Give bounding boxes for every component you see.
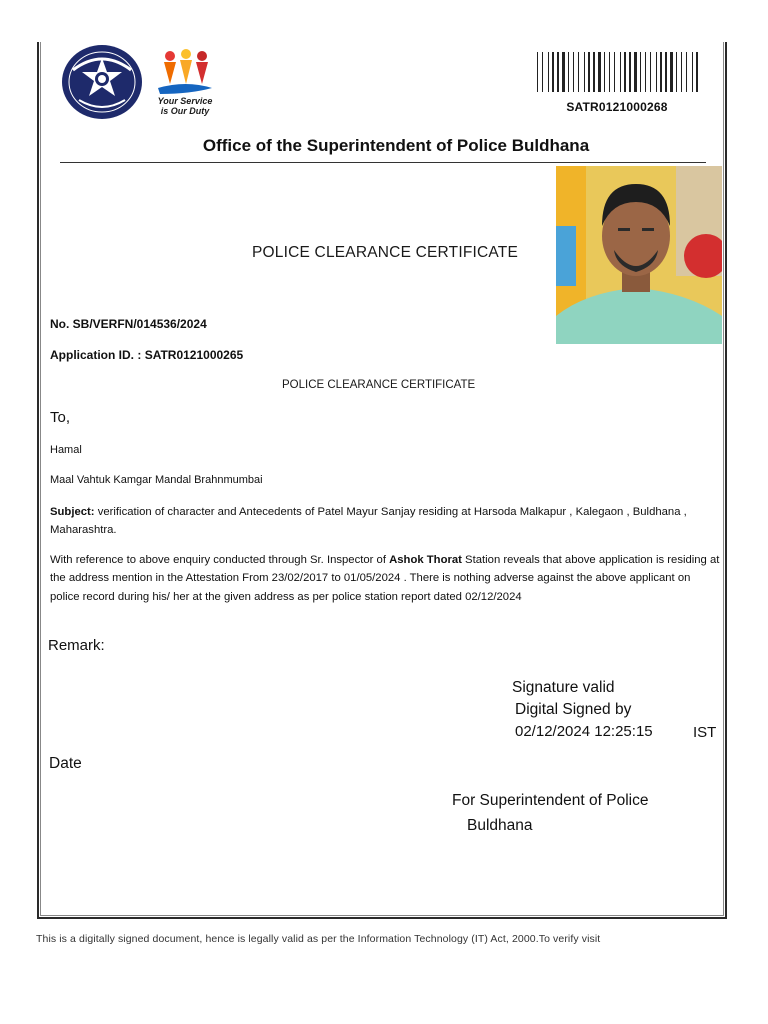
recipient-line2: Maal Vahtuk Kamgar Mandal Brahnmumbai: [50, 474, 263, 486]
certificate-subtitle: POLICE CLEARANCE CERTIFICATE: [282, 379, 476, 391]
station-name: Ashok Thorat: [389, 554, 462, 566]
digital-signed-text: Digital Signed by: [515, 701, 632, 718]
barcode-bar: [598, 52, 601, 92]
signature-datetime: 02/12/2024 12:25:15: [515, 723, 653, 740]
barcode-bar: [593, 52, 595, 92]
barcode-bar: [650, 52, 651, 92]
subject-paragraph: [50, 503, 720, 539]
recipient-line1: Hamal: [50, 444, 82, 456]
signatory-line2: Buldhana: [467, 817, 533, 834]
barcode-icon: [535, 52, 699, 92]
to-label: To,: [50, 409, 71, 426]
title-divider: [60, 162, 706, 163]
footer-disclaimer: This is a digitally signed document, hence is legally valid as per the Information Technology (IT) Act, 2000.To verify visit: [36, 933, 601, 945]
barcode-bar: [614, 52, 615, 92]
barcode-bar: [629, 52, 631, 92]
barcode-bar: [578, 52, 579, 92]
office-title: Office of the Superintendent of Police Buldhana: [202, 136, 590, 155]
service-tagline: [150, 96, 220, 116]
barcode-bar: [557, 52, 559, 92]
application-id-value: SATR0121000265: [144, 348, 244, 362]
application-id-label: Application ID. :: [50, 348, 142, 362]
barcode-bar: [660, 52, 662, 92]
barcode-bar: [573, 52, 574, 92]
signature-timezone: IST: [693, 724, 717, 741]
applicant-photo-icon: [556, 166, 722, 344]
barcode-bar: [552, 52, 554, 92]
police-seal-icon: [61, 44, 143, 120]
body-part2: Station reveals that above application is residing at the address mention in the Attestation From 23/02/2017 to 01/05/2024 . There is nothing adverse against the above applicant on police record during his/ her at the given address as per police station report dated 02/12/2024: [50, 554, 720, 603]
service-tagline-line2: is Our Duty: [160, 106, 210, 116]
barcode-bar: [542, 52, 543, 92]
barcode-bar: [670, 52, 673, 92]
certificate-title: POLICE CLEARANCE CERTIFICATE: [252, 244, 518, 261]
barcode-bar: [620, 52, 621, 92]
barcode-bar: [640, 52, 641, 92]
signature-valid-text: Signature valid: [512, 679, 615, 696]
barcode-bar: [645, 52, 646, 92]
barcode-bar: [656, 52, 657, 92]
remark-label: Remark:: [48, 637, 105, 654]
barcode-bar: [634, 52, 637, 92]
body-paragraph: [50, 551, 722, 606]
barcode-bar: [537, 52, 538, 92]
application-id-row: [50, 348, 243, 362]
barcode-bar: [568, 52, 569, 92]
barcode-bar: [696, 52, 698, 92]
date-label: Date: [49, 755, 82, 772]
barcode-bar: [665, 52, 667, 92]
barcode-bar: [609, 52, 610, 92]
barcode-bar: [548, 52, 549, 92]
body-part1: With reference to above enquiry conducted through Sr. Inspector of: [50, 554, 390, 566]
barcode-bar: [604, 52, 605, 92]
reference-number: No. SB/VERFN/014536/2024: [50, 317, 207, 331]
barcode-bar: [588, 52, 590, 92]
barcode-bar: [681, 52, 682, 92]
barcode-bar: [584, 52, 585, 92]
subject-text: verification of character and Antecedents of Patel Mayur Sanjay residing at Harsoda Malkapur , Kalegaon , Buldhana , Maharashtra.: [50, 506, 687, 536]
barcode-bar: [686, 52, 687, 92]
subject-label: Subject:: [50, 506, 95, 518]
barcode-bar: [692, 52, 693, 92]
service-tagline-line1: Your Service: [157, 96, 213, 106]
barcode-number: SATR0121000268: [566, 100, 668, 114]
signatory-line1: For Superintendent of Police: [452, 792, 649, 809]
barcode-bar: [624, 52, 626, 92]
barcode-bar: [562, 52, 565, 92]
barcode-bar: [676, 52, 677, 92]
